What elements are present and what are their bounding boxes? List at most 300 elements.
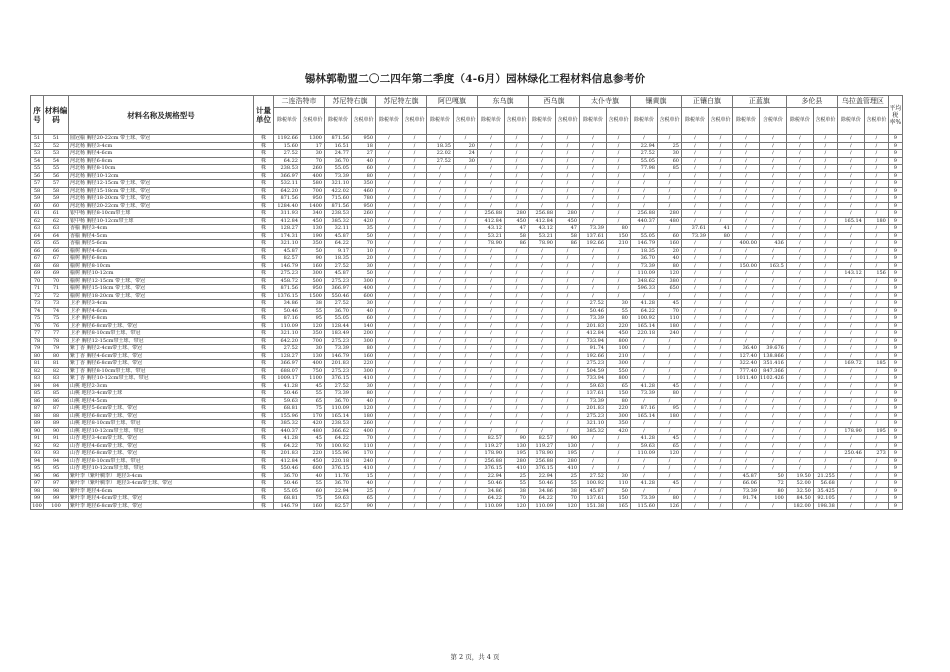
in-tax-price-cell: 80 — [658, 390, 682, 398]
ex-tax-price-cell: 192.66 — [580, 240, 607, 248]
ex-tax-price-cell: 311.93 — [274, 210, 301, 218]
code-cell: 62 — [44, 217, 69, 225]
in-tax-price-cell: / — [709, 195, 733, 203]
in-tax-price-cell: / — [864, 375, 888, 383]
code-cell: 95 — [44, 465, 69, 473]
in-tax-price-cell: / — [709, 157, 733, 165]
in-tax-price-cell: 40 — [352, 480, 376, 488]
ex-tax-price-cell: / — [837, 352, 864, 360]
unit-cell: 株 — [254, 397, 274, 405]
ex-tax-price-cell: 321.10 — [325, 180, 352, 188]
in-tax-price-cell: / — [454, 217, 478, 225]
ex-tax-price-cell: 376.15 — [529, 465, 556, 473]
ex-tax-price-cell: 41.28 — [631, 480, 658, 488]
in-tax-price-cell: / — [556, 307, 580, 315]
in-tax-price-cell: / — [864, 180, 888, 188]
ex-tax-price-cell: / — [682, 142, 709, 150]
ex-tax-price-cell: / — [427, 487, 454, 495]
unit-cell: 株 — [254, 187, 274, 195]
ex-tax-price-cell: / — [786, 300, 813, 308]
ex-tax-price-cell: / — [733, 195, 760, 203]
seq-cell: 74 — [31, 307, 44, 315]
ex-tax-price-cell: / — [427, 420, 454, 428]
ex-tax-price-cell: / — [682, 270, 709, 278]
ex-tax-price-cell: / — [529, 247, 556, 255]
in-tax-price-cell: 380 — [658, 277, 682, 285]
unit-cell: 株 — [254, 142, 274, 150]
in-tax-price-cell: / — [864, 292, 888, 300]
table-row — [31, 285, 903, 293]
seq-cell: 79 — [31, 345, 44, 353]
ex-tax-price-cell: / — [786, 150, 813, 158]
ex-tax-price-cell: 183.49 — [325, 330, 352, 338]
in-tax-price-cell: 18 — [352, 142, 376, 150]
ex-tax-price-cell: 110.09 — [478, 502, 505, 510]
in-tax-price-cell: / — [864, 480, 888, 488]
table-row — [31, 465, 903, 473]
unit-cell: 株 — [254, 292, 274, 300]
ex-tax-price-header: 除税单价 — [682, 108, 709, 135]
in-tax-price-cell: / — [864, 195, 888, 203]
ex-tax-price-cell: / — [682, 487, 709, 495]
unit-cell: 株 — [254, 375, 274, 383]
code-cell: 96 — [44, 472, 69, 480]
in-tax-price-cell: / — [709, 495, 733, 503]
ex-tax-price-cell: / — [478, 150, 505, 158]
ex-tax-price-cell: / — [580, 217, 607, 225]
ex-tax-price-cell: / — [682, 367, 709, 375]
ex-tax-price-cell: 68.81 — [274, 495, 301, 503]
unit-header: 计量单位 — [254, 96, 274, 135]
code-cell: 55 — [44, 165, 69, 173]
region-header: 阿巴嘎旗 — [427, 96, 478, 108]
ex-tax-price-cell: 50.46 — [580, 307, 607, 315]
region-header: 苏尼特左旗 — [376, 96, 427, 108]
in-tax-price-cell: 120 — [505, 502, 529, 510]
code-cell: 59 — [44, 195, 69, 203]
ex-tax-price-cell: 9.17 — [325, 247, 352, 255]
in-tax-price-cell: 650 — [658, 285, 682, 293]
ex-tax-price-cell: 366.62 — [325, 427, 352, 435]
in-tax-price-cell: 35.425 — [813, 487, 837, 495]
ex-tax-price-cell: / — [427, 247, 454, 255]
tax-rate-cell: 9 — [888, 487, 902, 495]
in-tax-price-cell: 126 — [658, 502, 682, 510]
in-tax-price-cell: 58 — [505, 232, 529, 240]
in-tax-price-header: 含税单价 — [760, 108, 787, 135]
in-tax-price-cell: 150 — [607, 232, 631, 240]
in-tax-price-cell: / — [658, 135, 682, 143]
seq-cell: 89 — [31, 420, 44, 428]
material-name-cell: 山桃 地径5-6cm带土球、带冠 — [69, 405, 254, 413]
ex-tax-price-cell: / — [837, 232, 864, 240]
in-tax-price-cell: / — [813, 442, 837, 450]
ex-tax-price-cell: 19.50 — [786, 472, 813, 480]
in-tax-price-cell: / — [403, 202, 427, 210]
in-tax-price-cell: 300 — [301, 270, 325, 278]
in-tax-price-cell: 300 — [352, 367, 376, 375]
in-tax-price-cell: 40 — [352, 307, 376, 315]
ex-tax-price-cell: / — [682, 277, 709, 285]
ex-tax-price-cell: / — [733, 412, 760, 420]
seq-cell: 84 — [31, 382, 44, 390]
table-row — [31, 195, 903, 203]
table-row — [31, 405, 903, 413]
material-name-cell: 榆树 胸径18-20cm 带土球、带冠 — [69, 292, 254, 300]
code-cell: 77 — [44, 330, 69, 338]
ex-tax-price-cell: / — [478, 180, 505, 188]
ex-tax-price-cell: 110.09 — [631, 270, 658, 278]
in-tax-price-cell: 280 — [505, 210, 529, 218]
in-tax-price-cell: 45 — [301, 382, 325, 390]
in-tax-price-cell: / — [709, 337, 733, 345]
seq-cell: 83 — [31, 375, 44, 383]
ex-tax-price-cell: 1009.17 — [274, 375, 301, 383]
ex-tax-price-cell: / — [427, 300, 454, 308]
in-tax-price-cell: / — [760, 270, 787, 278]
ex-tax-price-cell: / — [837, 172, 864, 180]
ex-tax-price-cell: / — [427, 367, 454, 375]
in-tax-price-cell: / — [813, 345, 837, 353]
in-tax-price-cell: 80 — [352, 172, 376, 180]
unit-cell: 株 — [254, 270, 274, 278]
in-tax-price-cell: / — [403, 157, 427, 165]
tax-rate-cell: 9 — [888, 472, 902, 480]
ex-tax-price-cell: / — [733, 405, 760, 413]
seq-cell: 62 — [31, 217, 44, 225]
in-tax-price-cell: / — [760, 210, 787, 218]
ex-tax-price-cell: / — [427, 285, 454, 293]
code-cell: 54 — [44, 157, 69, 165]
ex-tax-price-cell: / — [376, 142, 403, 150]
ex-tax-price-cell: / — [733, 157, 760, 165]
in-tax-price-cell: 60 — [658, 232, 682, 240]
in-tax-price-cell: / — [709, 307, 733, 315]
ex-tax-price-cell: / — [478, 165, 505, 173]
seq-cell: 75 — [31, 315, 44, 323]
table-row — [31, 187, 903, 195]
in-tax-price-cell: / — [556, 195, 580, 203]
in-tax-price-cell: / — [454, 262, 478, 270]
in-tax-price-cell: 195 — [505, 450, 529, 458]
in-tax-price-cell: 45 — [301, 435, 325, 443]
in-tax-price-cell: 351.416 — [760, 360, 787, 368]
tax-rate-cell: 9 — [888, 397, 902, 405]
in-tax-price-cell: 847.366 — [760, 367, 787, 375]
ex-tax-price-cell: / — [529, 292, 556, 300]
ex-tax-price-cell: / — [580, 210, 607, 218]
tax-rate-cell: 9 — [888, 465, 902, 473]
in-tax-price-cell: / — [813, 262, 837, 270]
in-tax-price-cell: / — [709, 487, 733, 495]
ex-tax-price-cell: 36.70 — [631, 255, 658, 263]
in-tax-price-cell: / — [607, 465, 631, 473]
in-tax-price-cell: / — [454, 427, 478, 435]
ex-tax-price-cell: / — [733, 285, 760, 293]
ex-tax-price-cell: 201.83 — [325, 360, 352, 368]
in-tax-price-cell: 450 — [556, 217, 580, 225]
ex-tax-price-cell: / — [427, 382, 454, 390]
material-name-cell: 紫叶李 地径4-6cm带土球、带冠 — [69, 495, 254, 503]
unit-cell: 株 — [254, 502, 274, 510]
ex-tax-price-cell: / — [376, 487, 403, 495]
ex-tax-price-cell: / — [682, 195, 709, 203]
in-tax-price-cell: / — [556, 420, 580, 428]
unit-cell: 株 — [254, 247, 274, 255]
ex-tax-price-cell: / — [733, 322, 760, 330]
ex-tax-price-cell: / — [427, 457, 454, 465]
in-tax-price-cell: / — [813, 277, 837, 285]
tax-rate-cell: 9 — [888, 307, 902, 315]
ex-tax-price-cell: / — [786, 367, 813, 375]
in-tax-price-cell: / — [864, 300, 888, 308]
in-tax-price-cell: 65 — [352, 495, 376, 503]
ex-tax-price-cell: / — [631, 427, 658, 435]
ex-tax-price-cell: / — [376, 495, 403, 503]
in-tax-price-cell: 90 — [301, 255, 325, 263]
ex-tax-price-cell: / — [478, 292, 505, 300]
in-tax-price-cell: / — [403, 262, 427, 270]
in-tax-price-cell: 220 — [607, 322, 631, 330]
ex-tax-price-cell: 182.00 — [786, 502, 813, 510]
material-name-cell: 山桃 地径8-10cm带土球、带冠 — [69, 420, 254, 428]
ex-tax-price-cell: / — [733, 330, 760, 338]
in-tax-price-cell: / — [556, 360, 580, 368]
unit-cell: 株 — [254, 217, 274, 225]
in-tax-price-cell: / — [454, 345, 478, 353]
ex-tax-price-cell: / — [631, 397, 658, 405]
in-tax-price-cell: / — [403, 277, 427, 285]
material-name-cell: 河北杨 胸径8-10cm — [69, 165, 254, 173]
in-tax-price-cell: 180 — [864, 217, 888, 225]
unit-cell: 株 — [254, 285, 274, 293]
ex-tax-price-cell: 385.32 — [274, 420, 301, 428]
ex-tax-price-cell: / — [682, 495, 709, 503]
tax-rate-cell: 9 — [888, 157, 902, 165]
in-tax-price-cell: / — [760, 330, 787, 338]
ex-tax-price-cell: / — [837, 495, 864, 503]
material-name-cell: 山桃 地径2-3cm — [69, 382, 254, 390]
in-tax-price-cell: / — [505, 427, 529, 435]
ex-tax-price-cell: / — [580, 270, 607, 278]
seq-cell: 63 — [31, 225, 44, 233]
in-tax-price-cell: 185 — [864, 360, 888, 368]
ex-tax-price-cell: / — [376, 345, 403, 353]
ex-tax-price-cell: / — [529, 270, 556, 278]
ex-tax-price-cell: / — [529, 367, 556, 375]
in-tax-price-cell: / — [403, 225, 427, 233]
in-tax-price-cell: / — [813, 142, 837, 150]
in-tax-price-cell: / — [709, 382, 733, 390]
ex-tax-price-cell: / — [478, 262, 505, 270]
in-tax-price-cell: / — [505, 285, 529, 293]
seq-cell: 53 — [31, 150, 44, 158]
in-tax-price-cell: / — [658, 360, 682, 368]
in-tax-price-cell: 950 — [352, 135, 376, 143]
unit-cell: 株 — [254, 495, 274, 503]
ex-tax-price-cell: / — [580, 285, 607, 293]
code-cell: 99 — [44, 495, 69, 503]
in-tax-price-cell: / — [454, 472, 478, 480]
ex-tax-price-cell: 73.39 — [325, 390, 352, 398]
ex-tax-price-header: 除税单价 — [478, 108, 505, 135]
ex-tax-price-cell: / — [786, 427, 813, 435]
avg-tax-header: 平均税率% — [888, 96, 902, 135]
material-name-cell: 卫矛 胸径12-15cm带土球、带冠 — [69, 337, 254, 345]
in-tax-price-cell: / — [658, 337, 682, 345]
in-tax-price-cell: 950 — [352, 202, 376, 210]
in-tax-price-cell: 400 — [352, 427, 376, 435]
in-tax-price-cell: / — [864, 465, 888, 473]
ex-tax-price-cell: / — [529, 315, 556, 323]
in-tax-price-cell: 156 — [864, 270, 888, 278]
in-tax-price-cell: / — [403, 345, 427, 353]
code-cell: 72 — [44, 292, 69, 300]
in-tax-price-cell: / — [505, 270, 529, 278]
table-row — [31, 202, 903, 210]
seq-cell: 51 — [31, 135, 44, 143]
ex-tax-price-cell: / — [837, 457, 864, 465]
material-name-cell: 卫矛 胸径4-6cm — [69, 307, 254, 315]
in-tax-price-cell: / — [864, 457, 888, 465]
ex-tax-price-cell: / — [733, 502, 760, 510]
ex-tax-price-cell: / — [837, 405, 864, 413]
ex-tax-price-cell: / — [837, 330, 864, 338]
in-tax-price-cell: / — [658, 292, 682, 300]
ex-tax-price-cell: / — [427, 255, 454, 263]
in-tax-price-cell: 90 — [352, 502, 376, 510]
ex-tax-price-cell: / — [580, 187, 607, 195]
in-tax-price-cell: 130 — [301, 225, 325, 233]
in-tax-price-cell: 40 — [352, 397, 376, 405]
ex-tax-price-cell: / — [529, 255, 556, 263]
in-tax-price-cell: / — [607, 187, 631, 195]
in-tax-price-cell: 130 — [505, 442, 529, 450]
ex-tax-price-cell: 50.46 — [274, 480, 301, 488]
in-tax-price-cell: 300 — [607, 412, 631, 420]
ex-tax-price-cell: / — [376, 210, 403, 218]
ex-tax-price-cell: 1192.66 — [274, 135, 301, 143]
ex-tax-price-cell: / — [837, 262, 864, 270]
in-tax-price-cell: / — [403, 232, 427, 240]
ex-tax-price-cell: / — [580, 292, 607, 300]
region-header: 多伦县 — [786, 96, 837, 108]
ex-tax-price-cell: 36.70 — [325, 157, 352, 165]
in-tax-price-cell: 420 — [607, 427, 631, 435]
in-tax-price-cell: / — [709, 352, 733, 360]
in-tax-price-cell: / — [454, 202, 478, 210]
ex-tax-price-cell: 321.10 — [580, 420, 607, 428]
in-tax-price-cell: / — [813, 307, 837, 315]
in-tax-price-cell: / — [709, 412, 733, 420]
in-tax-price-cell: / — [864, 277, 888, 285]
ex-tax-price-cell: 87.16 — [274, 315, 301, 323]
ex-tax-price-cell: / — [376, 135, 403, 143]
material-name-cell: 卫矛 胸径8-10cm带土球、带冠 — [69, 330, 254, 338]
in-tax-price-cell: / — [556, 255, 580, 263]
in-tax-price-cell: / — [760, 150, 787, 158]
in-tax-price-cell: 50 — [760, 472, 787, 480]
ex-tax-price-cell: / — [478, 345, 505, 353]
ex-tax-price-cell: / — [786, 435, 813, 443]
ex-tax-price-cell: / — [376, 225, 403, 233]
code-cell: 53 — [44, 150, 69, 158]
ex-tax-price-cell: / — [631, 172, 658, 180]
in-tax-price-cell: / — [505, 247, 529, 255]
in-tax-price-cell: / — [709, 360, 733, 368]
ex-tax-price-cell: 238.53 — [325, 420, 352, 428]
ex-tax-price-cell: / — [786, 217, 813, 225]
in-tax-price-cell: / — [864, 472, 888, 480]
seq-cell: 65 — [31, 240, 44, 248]
in-tax-price-cell: / — [658, 225, 682, 233]
tax-rate-cell: 9 — [888, 150, 902, 158]
ex-tax-price-cell: / — [427, 442, 454, 450]
ex-tax-price-cell: / — [427, 322, 454, 330]
ex-tax-price-cell: / — [478, 172, 505, 180]
in-tax-price-cell: / — [556, 292, 580, 300]
in-tax-price-cell: / — [454, 397, 478, 405]
in-tax-price-cell: / — [607, 450, 631, 458]
in-tax-price-cell: / — [709, 315, 733, 323]
ex-tax-price-cell: / — [580, 195, 607, 203]
ex-tax-price-cell: / — [682, 255, 709, 263]
code-cell: 74 — [44, 307, 69, 315]
ex-tax-price-cell: 24.77 — [325, 150, 352, 158]
in-tax-price-cell: / — [813, 322, 837, 330]
in-tax-price-cell: / — [813, 427, 837, 435]
ex-tax-price-cell: / — [631, 345, 658, 353]
in-tax-price-cell: 80 — [760, 487, 787, 495]
ex-tax-price-cell: 201.83 — [580, 405, 607, 413]
in-tax-price-cell: 120 — [658, 270, 682, 278]
ex-tax-price-cell: / — [682, 480, 709, 488]
in-tax-price-header: 含税单价 — [556, 108, 580, 135]
ex-tax-price-cell: / — [837, 367, 864, 375]
in-tax-price-cell: / — [505, 375, 529, 383]
ex-tax-price-cell: 50.46 — [478, 480, 505, 488]
in-tax-price-cell: 45 — [658, 435, 682, 443]
ex-tax-price-cell: / — [733, 450, 760, 458]
in-tax-price-cell: 25 — [505, 472, 529, 480]
in-tax-price-cell: / — [403, 337, 427, 345]
in-tax-price-cell: / — [403, 187, 427, 195]
in-tax-price-cell: / — [556, 330, 580, 338]
in-tax-price-cell: / — [813, 210, 837, 218]
ex-tax-price-cell: / — [631, 472, 658, 480]
ex-tax-price-cell: 137.61 — [580, 232, 607, 240]
in-tax-price-cell: 198.38 — [813, 502, 837, 510]
in-tax-price-cell: / — [709, 375, 733, 383]
ex-tax-price-cell: / — [478, 397, 505, 405]
in-tax-price-cell: / — [403, 405, 427, 413]
in-tax-price-cell: / — [556, 352, 580, 360]
ex-tax-price-header: 除税单价 — [274, 108, 301, 135]
in-tax-price-cell: 55 — [301, 390, 325, 398]
ex-tax-price-cell: / — [682, 202, 709, 210]
ex-tax-price-cell: / — [376, 337, 403, 345]
in-tax-price-cell: 60 — [301, 487, 325, 495]
ex-tax-price-cell: / — [682, 165, 709, 173]
in-tax-price-cell: / — [813, 382, 837, 390]
in-tax-price-cell: 55 — [301, 480, 325, 488]
ex-tax-price-cell: 596.33 — [631, 285, 658, 293]
in-tax-price-header: 含税单价 — [301, 108, 325, 135]
in-tax-price-cell: 600 — [301, 465, 325, 473]
tax-rate-cell: 9 — [888, 382, 902, 390]
in-tax-price-cell: 120 — [301, 322, 325, 330]
in-tax-price-cell: / — [403, 135, 427, 143]
